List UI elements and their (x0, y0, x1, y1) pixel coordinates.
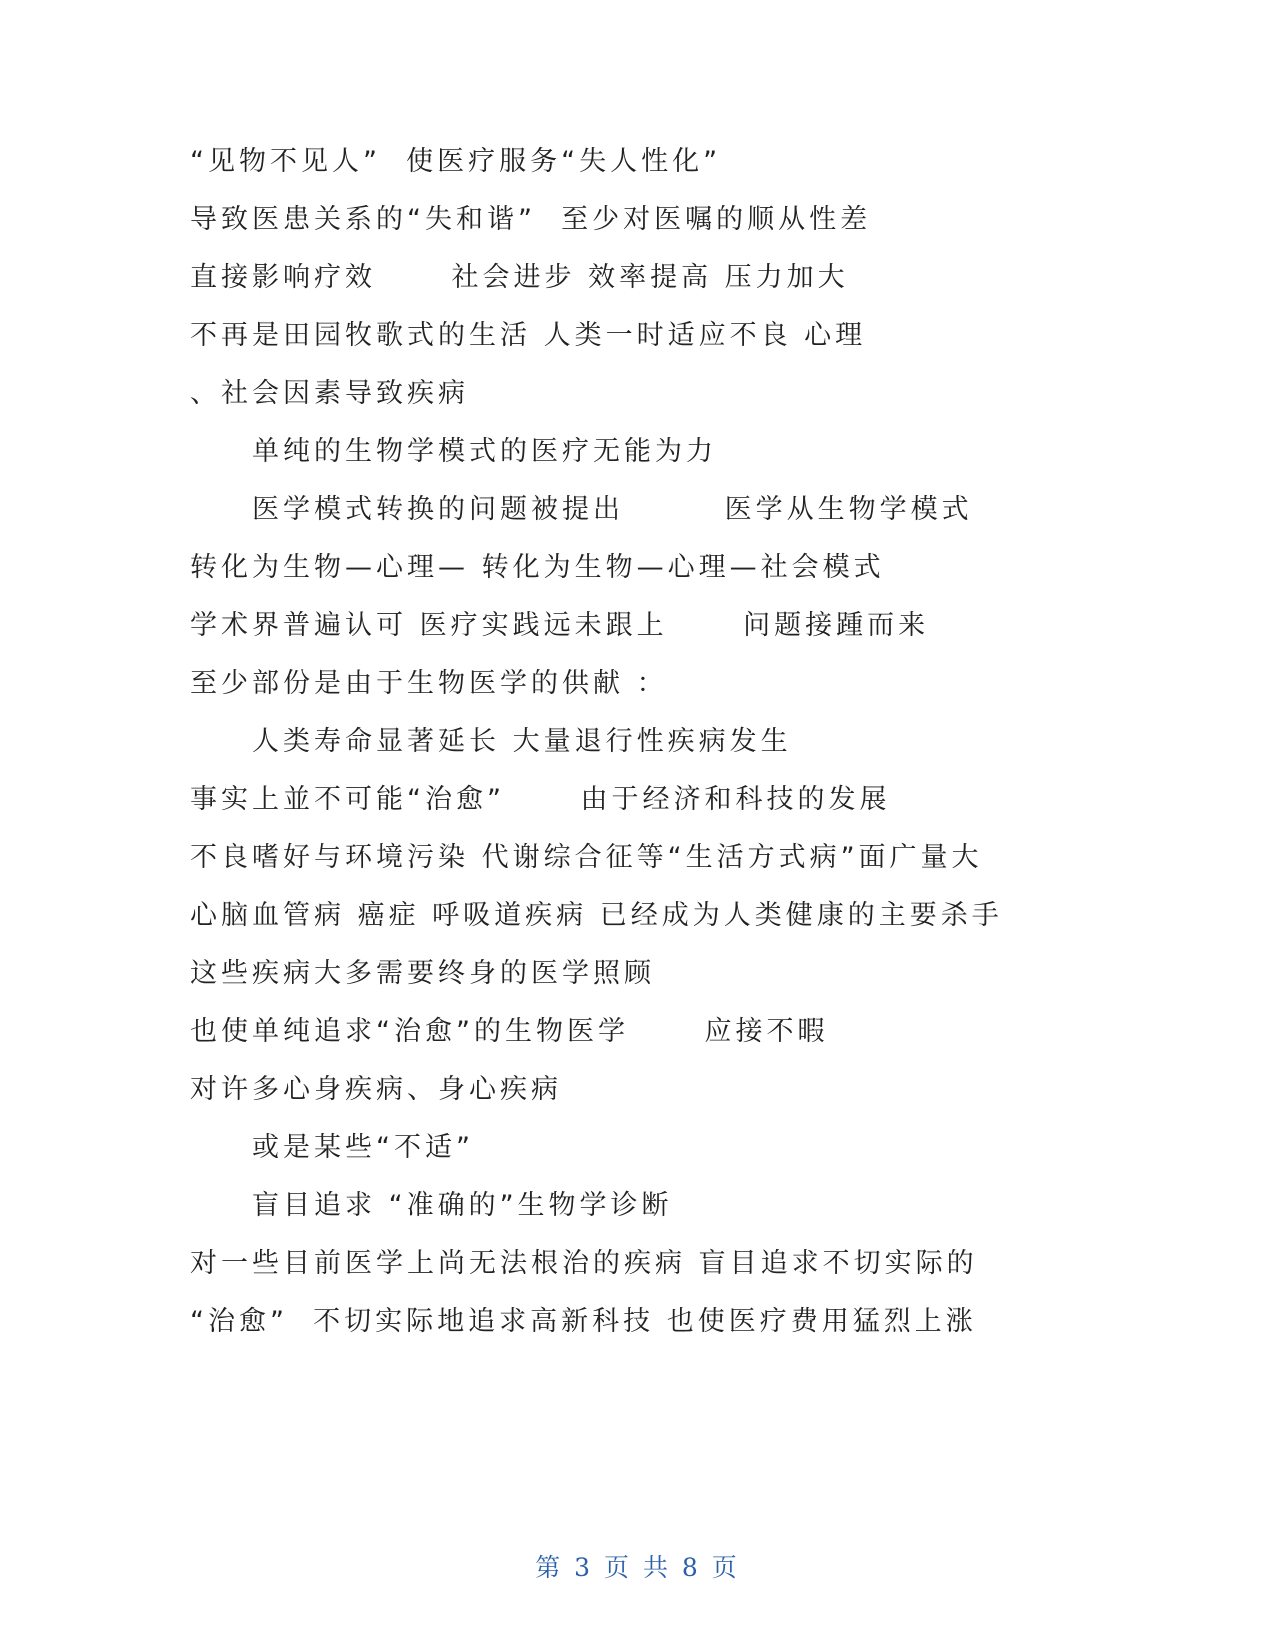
text-line-3: 直接影响疗效 社会进步 效率提高 压力加大 (190, 262, 849, 293)
text-line-15: 这些疾病大多需要终身的医学照顾 (190, 958, 655, 989)
page-number-footer: 第 3 页 共 8 页 (535, 1553, 740, 1582)
text-line-1: “见物不见人” 使医疗服务“失人性化” (190, 146, 722, 177)
text-line-4: 不再是田园牧歌式的生活 人类一时适应不良 心理 (190, 320, 867, 351)
text-line-21: “治愈” 不切实际地追求高新科技 也使医疗费用猛烈上涨 (190, 1306, 977, 1337)
text-line-16: 也使单纯追求“治愈”的生物医学 应接不暇 (190, 1016, 829, 1047)
text-line-18: 或是某些“不适” (252, 1132, 474, 1163)
text-line-20: 对一些目前医学上尚无法根治的疾病 盲目追求不切实际的 (190, 1248, 978, 1279)
text-line-14: 心脑血管病 癌症 呼吸道疾病 已经成为人类健康的主要杀手 (190, 900, 1003, 931)
text-line-13: 不良嗜好与环境污染 代谢综合征等“生活方式病”面广量大 (190, 842, 983, 873)
text-line-11: 人类寿命显著延长 大量退行性疾病发生 (252, 726, 792, 757)
text-line-2: 导致医患关系的“失和谐” 至少对医嘱的顺从性差 (190, 204, 872, 235)
text-line-9: 学术界普遍认可 医疗实践远未跟上 问题接踵而来 (190, 610, 930, 641)
text-line-7: 医学模式转换的问题被提出 医学从生物学模式 (252, 494, 973, 525)
text-line-5: 、社会因素导致疾病 (190, 378, 469, 409)
text-line-6: 单纯的生物学模式的医疗无能为力 (252, 436, 717, 467)
text-line-19: 盲目追求 “准确的”生物学诊断 (252, 1190, 673, 1221)
text-line-10: 至少部份是由于生物医学的供献 ： (190, 668, 668, 699)
text-line-8: 转化为生物—心理— 转化为生物—心理—社会模式 (190, 552, 885, 583)
text-line-17: 对许多心身疾病、身心疾病 (190, 1074, 562, 1105)
text-line-12: 事实上並不可能“治愈” 由于经济和科技的发展 (190, 784, 891, 815)
